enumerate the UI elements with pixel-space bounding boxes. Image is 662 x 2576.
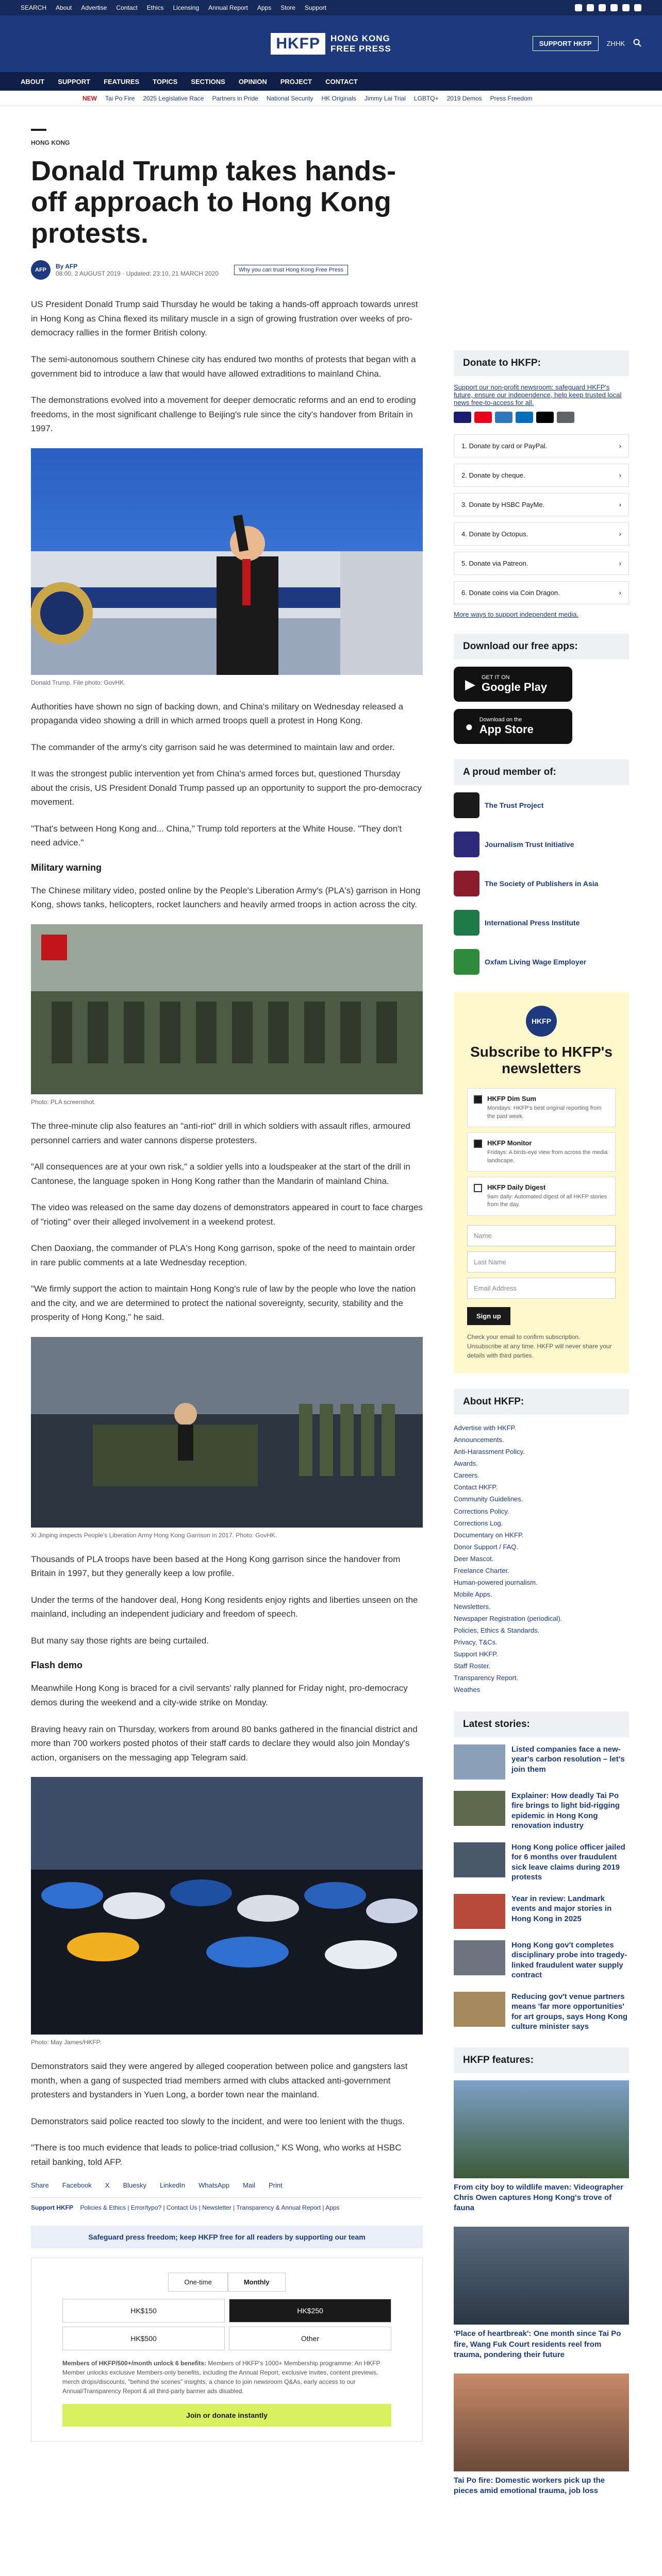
language-switch[interactable]: ZHHK xyxy=(606,40,625,47)
logo-line-1: HONG KONG xyxy=(330,33,390,44)
oxfam-icon xyxy=(454,949,479,975)
donate-option-label: 5. Donate via Patreon. xyxy=(461,560,528,567)
story-title: Explainer: How deadly Tai Po fire brings to light bid-rigging epidemic in Hong Kong renovation industry xyxy=(511,1791,620,1831)
visa-icon xyxy=(454,412,471,423)
members-blurb xyxy=(62,2359,391,2396)
photo-pla-video xyxy=(31,924,423,1094)
signup-button[interactable]: Sign up xyxy=(467,1307,510,1325)
about-link[interactable]: Privacy, T&Cs. xyxy=(454,1638,498,1646)
more-ways-link[interactable]: More ways to support independent media. xyxy=(454,611,579,618)
paragraph: "That's between Hong Kong and... China," Trump told reporters at the White House. "They don't need advice." xyxy=(31,823,402,848)
paragraph: Thousands of PLA troops have been based at the Hong Kong garrison since the handover from Britain in 1997, but they generally keep a low profile. xyxy=(31,1554,401,1579)
share-bluesky[interactable]: Bluesky xyxy=(123,2181,146,2190)
email-input[interactable]: Email Address xyxy=(467,1278,616,1299)
about-list xyxy=(454,1422,629,1696)
story-thumbnail xyxy=(454,1744,505,1780)
about-link[interactable]: Weathes xyxy=(454,1686,481,1694)
amount-option[interactable]: HK$150 xyxy=(62,2299,225,2323)
sopa-icon xyxy=(454,871,479,896)
feature-image xyxy=(454,2374,629,2471)
story-title: Hong Kong police officer jailed for 6 months over fraudulent sick leave claims during 2019 protests xyxy=(511,1842,625,1882)
story-thumbnail xyxy=(454,1992,505,2027)
search-link[interactable]: SEARCH xyxy=(21,4,47,11)
paragraph: The demonstrations evolved into a movement for deeper democratic reforms and an end to eroding freedoms, in the most significant challenge to Beijing's rule since the city's handover from Britain in 1997. xyxy=(31,395,416,434)
partner-sopa[interactable] xyxy=(454,871,629,896)
freq-monthly[interactable]: Monthly xyxy=(228,2273,286,2292)
paragraph: The three-minute clip also features an "anti-riot" drill in which soldiers with assault rifles, armoured personnel carriers and water cannons disperse protesters. xyxy=(31,1121,410,1145)
freq-one-time[interactable]: One-time xyxy=(168,2273,227,2292)
story-title: Listed companies face a new-year's carbon resolution – let's join them xyxy=(511,1744,625,1774)
feature-title: 'Place of heartbreak': One month since Tai Po fire, Wang Fuk Court residents reel from trauma, pondering their future xyxy=(454,2329,621,2359)
header-actions xyxy=(533,36,641,51)
latest-story[interactable] xyxy=(454,1744,629,1780)
apple-icon: ● xyxy=(465,718,473,734)
about-link[interactable]: Anti-Harassment Policy. xyxy=(454,1447,525,1455)
feature-image xyxy=(454,2080,629,2178)
photo-caption: Photo: PLA screenshot. xyxy=(31,1098,96,1106)
nav-project[interactable]: PROJECT xyxy=(280,77,312,86)
topbar-link-contact[interactable]: Contact xyxy=(116,4,138,11)
nav-support[interactable]: SUPPORT xyxy=(58,77,91,86)
article xyxy=(31,129,423,2442)
about-link[interactable]: Awards. xyxy=(454,1460,478,1468)
paragraph: US President Donald Trump said Thursday he would be taking a hands-off approach towards unrest in Hong Kong as China flexed its military muscle in a sign of growing frustration over weeks of pro-democracy rallies in the former British colony. xyxy=(31,299,418,338)
frequency-toggle xyxy=(62,2273,391,2292)
about-link[interactable]: Documentary on HKFP. xyxy=(454,1531,524,1539)
newsletter-option[interactable] xyxy=(467,1177,616,1216)
paragraph: The commander of the army's city garrison said he was determined to maintain law and order. xyxy=(31,742,395,752)
trending-label: NEW xyxy=(82,94,97,102)
latest-heading: Latest stories: xyxy=(454,1711,629,1737)
chevron-right-icon: › xyxy=(619,501,621,509)
footer-link[interactable]: Newsletter xyxy=(202,2204,231,2212)
paragraph: Braving heavy rain on Thursday, workers from around 80 banks gathered in the financial district and more than 700 workers posted photos of their staff cards to declare they would also join Monday's action, organisers on the messaging app Telegram said. xyxy=(31,1724,418,1762)
partner-label: Journalism Trust Initiative xyxy=(485,840,574,849)
photo-caption: Photo: May James/HKFP. xyxy=(31,2039,102,2046)
topbar-link-about[interactable]: About xyxy=(56,4,72,11)
chevron-right-icon: › xyxy=(619,442,621,450)
donate-option-label: 6. Donate coins via Coin Dragon. xyxy=(461,589,560,597)
share-linkedin[interactable]: LinkedIn xyxy=(160,2181,186,2190)
paragraph: Meanwhile Hong Kong is braced for a civil servants' rally planned for Friday night, pro-democracy demos during the weekend and a city-wide strike on Monday. xyxy=(31,1683,408,1707)
site-logo[interactable] xyxy=(271,33,391,55)
photo-caption: Donald Trump. File photo: GovHK. xyxy=(31,679,126,686)
amount-option[interactable]: HK$500 xyxy=(62,2327,225,2350)
support-link[interactable]: Support HKFP xyxy=(31,2204,73,2212)
checkbox-unchecked[interactable] xyxy=(474,1184,482,1192)
topbar-link-licensing[interactable]: Licensing xyxy=(173,4,200,11)
last-name-input[interactable]: Last Name xyxy=(467,1251,616,1273)
features-heading: HKFP features: xyxy=(454,2047,629,2073)
badge-line-1: GET IT ON xyxy=(482,674,510,681)
newsletter-option[interactable] xyxy=(467,1132,616,1172)
story-thumbnail xyxy=(454,1940,505,1975)
partners-heading: A proud member of: xyxy=(454,759,629,785)
rss-icon[interactable] xyxy=(634,4,641,11)
footer-link[interactable]: Transparency & Annual Report xyxy=(236,2204,321,2212)
about-link[interactable]: Community Guidelines. xyxy=(454,1495,523,1503)
latest-story[interactable] xyxy=(454,1894,629,1929)
share-facebook[interactable]: Facebook xyxy=(62,2181,92,2190)
paragraph: Demonstrators said police reacted too slowly to the incident, and were too lenient with the thugs. xyxy=(31,2116,405,2126)
paypal-icon xyxy=(516,412,533,423)
topbar-link-advertise[interactable]: Advertise xyxy=(81,4,107,11)
payment-icons xyxy=(454,412,629,423)
trending-item[interactable]: 2019 Demos xyxy=(446,94,482,102)
byline-text xyxy=(56,263,219,277)
donate-option[interactable] xyxy=(454,464,629,487)
partner-oxfam[interactable] xyxy=(454,949,629,975)
applepay-icon xyxy=(536,412,554,423)
checkbox-checked[interactable] xyxy=(474,1140,482,1148)
trending-item[interactable]: HK Originals xyxy=(321,94,356,102)
donate-option-label: 3. Donate by HSBC PayMe. xyxy=(461,501,545,509)
support-links: Support HKFP Policies & Ethics | Error/typo? | Contact Us | Newsletter | Transparency & Annual Report | Apps xyxy=(31,2197,423,2211)
donate-option[interactable] xyxy=(454,493,629,516)
feature-image xyxy=(454,2227,629,2325)
main-nav xyxy=(0,72,662,91)
article-kicker[interactable]: HONG KONG xyxy=(31,139,70,146)
newsletter-signup xyxy=(454,992,629,1374)
nav-sections[interactable]: SECTIONS xyxy=(191,77,225,86)
nav-topics[interactable]: TOPICS xyxy=(153,77,178,86)
trust-link[interactable]: Why you can trust Hong Kong Free Press xyxy=(234,265,348,275)
latest-story[interactable] xyxy=(454,1992,629,2032)
about-link[interactable]: Newsletters. xyxy=(454,1602,491,1611)
search-icon[interactable] xyxy=(633,39,641,48)
paragraph: "We firmly support the action to maintain Hong Kong's rule of law by the people who love the nation and the city, and we are determined to protect the national sovereignty, security, stability and the prosperity of Hong Kong," he said. xyxy=(31,1284,416,1323)
badge-line-2: App Store xyxy=(479,723,534,736)
topbar-link-annual-report[interactable]: Annual Report xyxy=(208,4,248,11)
about-link[interactable]: Mobile Apps. xyxy=(454,1590,492,1599)
join-donate-button[interactable]: Join or donate instantly xyxy=(62,2404,391,2427)
footer-link[interactable]: Contact Us xyxy=(167,2204,197,2212)
trending-item[interactable]: LGBTQ+ xyxy=(413,94,439,102)
protest-illustration xyxy=(31,1777,423,2035)
footer-link[interactable]: Apps xyxy=(325,2204,340,2212)
logo-text xyxy=(330,33,391,54)
latest-story[interactable] xyxy=(454,1791,629,1831)
donate-option[interactable] xyxy=(454,581,629,604)
paragraph: Under the terms of the handover deal, Hong Kong residents enjoy rights and liberties unseen on the mainland, including an independent judiciary and freedom of speech. xyxy=(31,1595,418,1619)
paragraph: "All consequences are at your own risk," a soldier yells into a loudspeaker at the start of the drill in Cantonese, the language spoken in Hong Kong rather than the Mandarin of mainland China. xyxy=(31,1162,410,1186)
about-link[interactable]: Contact HKFP. xyxy=(454,1483,498,1492)
about-link[interactable]: Transparency Report. xyxy=(454,1674,519,1682)
logo-box: HKFP xyxy=(271,33,325,55)
google-play-badge[interactable] xyxy=(454,667,572,702)
newsletter-desc: 9am daily: Automated digest of all HKFP stories from the day. xyxy=(487,1193,607,1208)
nav-about[interactable]: ABOUT xyxy=(21,77,45,86)
paragraph: The video was released on the same day dozens of demonstrators appeared in court to face charges of "rioting" over their alleged involvement in a weekend protest. xyxy=(31,1202,423,1227)
story-thumbnail xyxy=(454,1894,505,1929)
newsletter-name: HKFP Monitor xyxy=(487,1139,532,1147)
newsletter-emblem: HKFP xyxy=(526,1006,557,1037)
newsletter-name: HKFP Daily Digest xyxy=(487,1183,546,1191)
kicker-rule xyxy=(31,129,46,131)
checkbox-checked[interactable] xyxy=(474,1095,482,1104)
about-link[interactable]: Donor Support / FAQ. xyxy=(454,1543,519,1551)
photo-xi-garrison xyxy=(31,1337,423,1528)
chevron-right-icon: › xyxy=(619,530,621,538)
amount-options xyxy=(62,2299,391,2350)
chevron-right-icon: › xyxy=(619,560,621,567)
members-text: Members of HKFP's 1000+ Membership programme: An HKFP Member unlocks exclusive Members-only benefits, including the Annual Report, exclusive invites, content previews, merch drops/discounts, "behind the scenes" insights, a chance to join newsroom Q&As, early access to our Annual/Transparency Report & all third-party banner ads disabled. xyxy=(62,2360,380,2395)
about-link[interactable]: Corrections Log. xyxy=(454,1519,503,1527)
article-dates: 08:00, 2 AUGUST 2019 · Updated: 23:10, 21 MARCH 2020 xyxy=(56,270,219,278)
x-icon[interactable] xyxy=(587,4,594,11)
share-mail[interactable]: Mail xyxy=(243,2181,255,2190)
amount-option[interactable]: HK$250 xyxy=(229,2299,391,2323)
paragraph: Authorities have shown no sign of backing down, and China's military on Wednesday released a propaganda video showing a drill in which armed troops quell a protest in Hong Kong. xyxy=(31,701,404,726)
members-title: Members of HKFP/500+/month unlock 6 benefits: xyxy=(62,2360,207,2367)
byline xyxy=(31,260,423,280)
about-heading: About HKFP: xyxy=(454,1389,629,1415)
share-print[interactable]: Print xyxy=(268,2181,283,2190)
about-link[interactable]: Advertise with HKFP. xyxy=(454,1423,517,1432)
ipi-icon xyxy=(454,910,479,936)
paragraph: Demonstrators said they were angered by alleged cooperation between police and gangsters last month, when a gang of suspected triad members armed with clubs attacked anti-government protesters and bystanders in Yuen Long, a border town near the mainland. xyxy=(31,2061,408,2100)
newsletter-fine-print: Check your email to confirm subscription. Unsubscribe at any time. HKFP will never share your details with third parties. xyxy=(467,1333,612,1359)
feature-title: From city boy to wildlife maven: Videographer Chris Owen captures Hong Kong's trove of fauna xyxy=(454,2182,623,2213)
newsletter-name: HKFP Dim Sum xyxy=(487,1095,537,1103)
photo-protest-umbrellas xyxy=(31,1777,423,2035)
donate-heading: Donate to HKFP: xyxy=(454,350,629,376)
feature-title: Tai Po fire: Domestic workers pick up the pieces amid emotional trauma, job loss xyxy=(454,2476,605,2496)
newsletter-title: Subscribe to HKFP's newsletters xyxy=(470,1044,613,1077)
story-title: Reducing gov't venue partners means 'far more opportunities' for art groups, says Hong Kong culture minister says xyxy=(511,1992,628,2031)
app-store-badge[interactable] xyxy=(454,709,572,744)
garrison-inspection-illustration xyxy=(31,1337,423,1528)
footer-link[interactable]: Policies & Ethics xyxy=(80,2204,126,2212)
donate-option[interactable] xyxy=(454,522,629,546)
first-name-input[interactable]: Name xyxy=(467,1225,616,1246)
donate-widget xyxy=(31,2258,423,2442)
story-thumbnail xyxy=(454,1791,505,1826)
mastercard-icon xyxy=(474,412,492,423)
about-link[interactable]: Announcements. xyxy=(454,1435,504,1444)
article-title: Donald Trump takes hands-off approach to Hong Kong protests. xyxy=(31,156,396,249)
linkedin-icon[interactable] xyxy=(622,4,630,11)
trending-bar xyxy=(0,91,662,106)
newsletter-option[interactable] xyxy=(467,1088,616,1127)
youtube-icon[interactable] xyxy=(610,4,618,11)
latest-story[interactable] xyxy=(454,1940,629,1980)
footer-link[interactable]: Error/typo? xyxy=(130,2204,162,2212)
photo-trump xyxy=(31,448,423,675)
trending-item[interactable]: Jimmy Lai Trial xyxy=(364,94,406,102)
newsletter-desc: Fridays: A birds-eye view from across the media landscape. xyxy=(487,1149,608,1164)
chevron-right-icon: › xyxy=(619,471,621,479)
feature-story[interactable] xyxy=(454,2374,629,2497)
nav-contact[interactable]: CONTACT xyxy=(325,77,358,86)
nav-features[interactable]: FEATURES xyxy=(104,77,140,86)
topbar-link-ethics[interactable]: Ethics xyxy=(146,4,164,11)
support-banner[interactable]: Safeguard press freedom; keep HKFP free for all readers by supporting our team xyxy=(31,2226,423,2248)
donate-option-label: 4. Donate by Octopus. xyxy=(461,530,528,538)
feature-story[interactable] xyxy=(454,2080,629,2214)
about-link[interactable]: Deer Mascot. xyxy=(454,1555,494,1563)
social-icons xyxy=(575,4,641,11)
chevron-right-icon: › xyxy=(619,589,621,597)
pla-troops-illustration xyxy=(31,924,423,1094)
badge-line-1: Download on the xyxy=(479,717,522,723)
about-link[interactable]: Support HKFP. xyxy=(454,1650,498,1658)
about-link[interactable]: Human-powered journalism. xyxy=(454,1579,538,1587)
nav-opinion[interactable]: OPINION xyxy=(238,77,267,86)
topbar-link-store[interactable]: Store xyxy=(280,4,295,11)
story-title: Hong Kong gov't completes disciplinary probe into tragedy-linked fraudulent water supply contract xyxy=(511,1940,627,1980)
paragraph: Chen Daoxiang, the commander of PLA's Hong Kong garrison, spoke of the need to maintain order in rare public comments at a late Wednesday reception. xyxy=(31,1243,416,1267)
partner-label: The Society of Publishers in Asia xyxy=(485,879,599,888)
share-whatsapp[interactable]: WhatsApp xyxy=(198,2181,230,2190)
site-header xyxy=(0,15,662,72)
donate-option[interactable] xyxy=(454,434,629,457)
about-link[interactable]: Careers. xyxy=(454,1471,479,1480)
trust-project-icon xyxy=(454,792,479,818)
partner-jti[interactable] xyxy=(454,832,629,857)
share-label: Share xyxy=(31,2181,49,2190)
about-link[interactable]: Staff Roster. xyxy=(454,1662,491,1670)
author-avatar[interactable]: AFP xyxy=(31,260,51,280)
donate-option[interactable] xyxy=(454,552,629,575)
about-link[interactable]: Corrections Policy. xyxy=(454,1507,509,1515)
story-title: Year in review: Landmark events and major stories in Hong Kong in 2025 xyxy=(511,1894,612,1923)
googlepay-icon xyxy=(557,412,574,423)
trending-item[interactable]: Press Freedom xyxy=(490,94,533,102)
paragraph: The semi-autonomous southern Chinese city has endured two months of protests that began with a government bid to introduce a law that would have allowed extraditions to mainland China. xyxy=(31,354,416,379)
about-link[interactable]: Freelance Charter. xyxy=(454,1567,509,1575)
instagram-icon[interactable] xyxy=(599,4,606,11)
partner-label: International Press Institute xyxy=(485,919,580,927)
top-bar xyxy=(0,0,662,15)
about-link[interactable]: Policies, Ethics & Standards. xyxy=(454,1626,540,1634)
subheading-military: Military warning xyxy=(31,862,102,873)
donate-option-label: 1. Donate by card or PayPal. xyxy=(461,442,548,450)
logo-line-2: FREE PRESS xyxy=(330,44,391,54)
paragraph: "There is too much evidence that leads to police-triad collusion," KS Wong, who works at HSBC retail banking, told AFP. xyxy=(31,2143,402,2167)
trending-item[interactable]: National Security xyxy=(266,94,313,102)
partner-label: Oxfam Living Wage Employer xyxy=(485,958,587,966)
about-link[interactable]: Newspaper Registration (periodical). xyxy=(454,1614,562,1622)
newsletter-desc: Mondays: HKFP's best original reporting from the past week. xyxy=(487,1105,602,1120)
badge-line-2: Google Play xyxy=(482,681,548,693)
support-hkfp-button[interactable]: SUPPORT HKFP xyxy=(533,36,599,51)
amount-option[interactable]: Other xyxy=(229,2327,391,2350)
trending-item[interactable]: Tai Po Fire xyxy=(105,94,135,102)
share-x[interactable]: X xyxy=(105,2181,110,2190)
facebook-icon[interactable] xyxy=(575,4,582,11)
feature-story[interactable] xyxy=(454,2227,629,2360)
partner-trust-project[interactable] xyxy=(454,792,629,818)
trump-illustration xyxy=(31,448,423,675)
latest-story[interactable] xyxy=(454,1842,629,1883)
share-bar xyxy=(31,2181,423,2189)
subheading-flash-demo: Flash demo xyxy=(31,1660,83,1671)
author-name[interactable]: By AFP xyxy=(56,263,78,270)
trending-item[interactable]: Partners in Pride xyxy=(212,94,258,102)
story-thumbnail xyxy=(454,1842,505,1877)
paragraph: It was the strongest public intervention yet from China's armed forces but, questioned Thursday about the crisis, US President Donald Trump passed up an opportunity to support the pro-democracy movement. xyxy=(31,769,422,807)
sidebar xyxy=(454,350,629,2510)
google-play-icon: ▶ xyxy=(465,676,475,692)
topbar-link-support[interactable]: Support xyxy=(304,4,326,11)
trending-item[interactable]: 2025 Legislative Race xyxy=(143,94,204,102)
paragraph: The Chinese military video, posted online by the People's Liberation Army's (PLA's) garrison in Hong Kong, shows tanks, helicopters, rocket launchers and heavily armed troops in action across the city. xyxy=(31,885,421,910)
partner-label: The Trust Project xyxy=(485,801,544,809)
donate-text[interactable]: Support our non-profit newsroom: safeguard HKFP's future, ensure our independence, help keep trusted local news free-to-access for all. xyxy=(454,383,622,406)
topbar-link-apps[interactable]: Apps xyxy=(257,4,272,11)
photo-caption: Xi Jinping inspects People's Liberation Army Hong Kong Garrison in 2017. Photo: GovHK. xyxy=(31,1531,277,1539)
paragraph: But many say those rights are being curtailed. xyxy=(31,1635,209,1646)
partner-ipi[interactable] xyxy=(454,910,629,936)
donate-option-label: 2. Donate by cheque. xyxy=(461,471,525,479)
apps-heading: Download our free apps: xyxy=(454,634,629,659)
amex-icon xyxy=(495,412,512,423)
jti-icon xyxy=(454,832,479,857)
